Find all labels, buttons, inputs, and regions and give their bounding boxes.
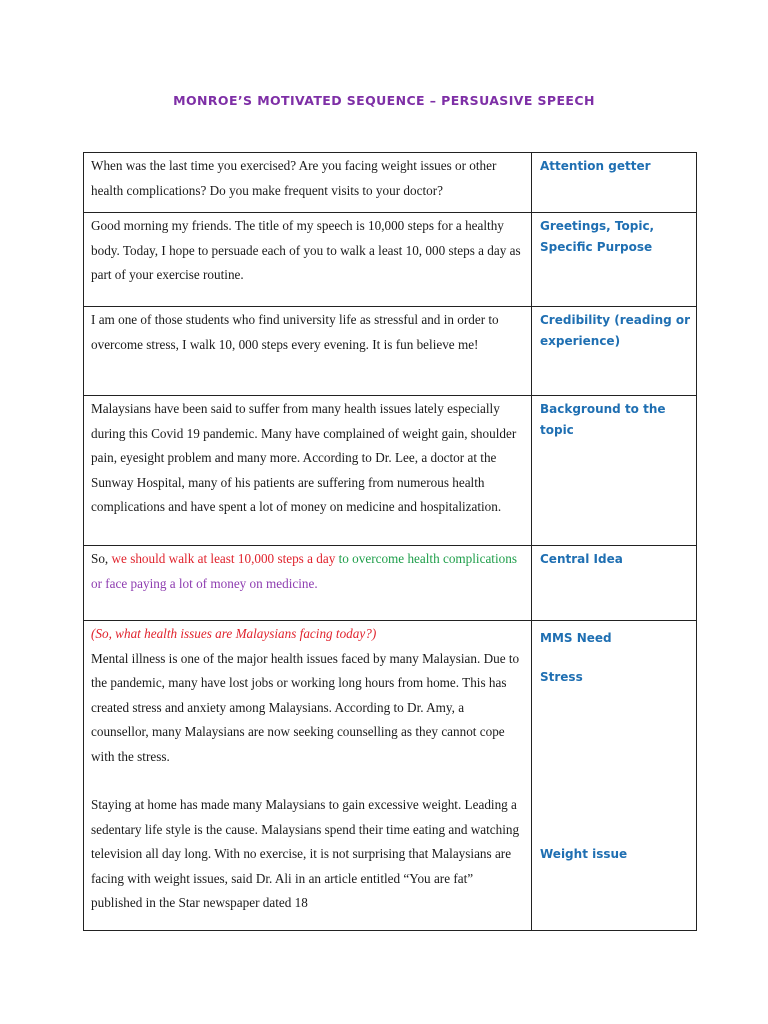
section-label-cell: [532, 396, 697, 546]
section-label-need: MMS Need: [540, 631, 612, 645]
need-paragraph-weight: Staying at home has made many Malaysians to gain excessive weight. Leading a sedentary life style is the cause. Malaysians spend their time eating and watching television all day long. With no exercise, it is not surprising that Malaysians are facing with weight issues, said Dr. Ali in an article entitled “You are fat” published in the Star newspaper dated 18: [91, 797, 520, 910]
speech-text: Malaysians have been said to suffer from many health issues lately especially during this Covid 19 pandemic. Many have complained of weight gain, shoulder pain, eyesight problem and many more. According to Dr. Lee, a doctor at the Sunway Hospital, many of his patients are suffering from numerous health complications and have spent a lot of money on medicine and hospitalization.: [91, 401, 517, 514]
table-row: [84, 307, 697, 396]
transition-question: (So, what health issues are Malaysians facing today?): [91, 626, 377, 641]
central-idea-claim: we should walk at least 10,000 steps a day: [111, 551, 336, 566]
speech-text: When was the last time you exercised? Are you facing weight issues or other health complications? Do you make frequent visits to your doctor?: [91, 158, 497, 198]
section-label: Background to the topic: [540, 402, 666, 437]
speech-text: Good morning my friends. The title of my speech is 10,000 steps for a healthy body. Today, I hope to persuade each of you to walk a least 10, 000 steps a day as part of your exercise routine.: [91, 218, 521, 282]
central-idea-text: [91, 547, 525, 596]
speech-text: I am one of those students who find university life as stressful and in order to overcome stress, I walk 10, 000 steps every evening. It is fun believe me!: [91, 312, 499, 352]
speech-text-cell: [84, 621, 532, 931]
section-label-cell: [532, 213, 697, 307]
central-idea-consequence: or face paying a lot of money on medicine.: [91, 575, 318, 591]
speech-text-cell: [84, 546, 532, 621]
section-label-cell: [532, 307, 697, 396]
central-idea-intro: So,: [91, 551, 112, 566]
section-label: Credibility (reading or experience): [540, 313, 691, 348]
speech-outline-table: [83, 152, 697, 931]
paragraph-spacer: [91, 769, 525, 793]
section-label: Greetings, Topic, Specific Purpose: [540, 219, 655, 254]
central-idea-benefit: to overcome health complications: [335, 551, 517, 566]
section-label-cell: [532, 621, 697, 931]
speech-text-cell: [84, 396, 532, 546]
table-row: [84, 213, 697, 307]
section-label-stress: Stress: [540, 669, 583, 684]
table-row: [84, 621, 697, 931]
section-label-cell: [532, 546, 697, 621]
section-label: Attention getter: [540, 159, 651, 173]
table-row: [84, 546, 697, 621]
document-title: MONROE’S MOTIVATED SEQUENCE – PERSUASIVE SPEECH: [173, 93, 595, 108]
speech-text-cell: [84, 153, 532, 213]
speech-text-cell: [84, 213, 532, 307]
section-label-cell: [532, 153, 697, 213]
section-label: Central Idea: [540, 552, 623, 566]
section-label-weight: Weight issue: [540, 847, 628, 861]
table-row: [84, 153, 697, 213]
table-row: [84, 396, 697, 546]
speech-text-cell: [84, 307, 532, 396]
need-paragraph-stress: Mental illness is one of the major health issues faced by many Malaysian. Due to the pandemic, many have lost jobs or working long hours from home. This has created stress and anxiety among Malaysians. According to Dr. Amy, a counsellor, many Malaysians are now seeking counselling as they cannot cope with the stress.: [91, 650, 520, 764]
